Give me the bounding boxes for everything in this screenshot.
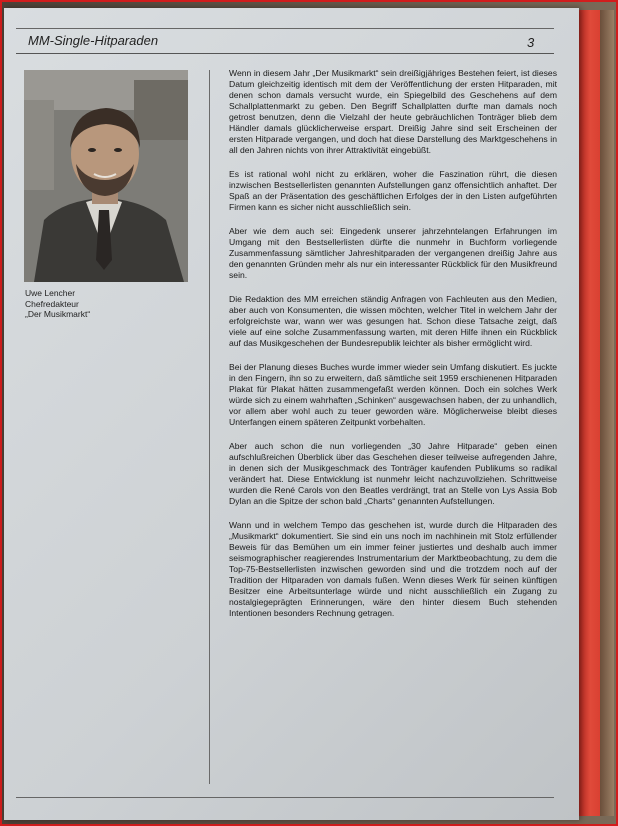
paragraph: Es ist rational wohl nicht zu erklären, woher die Faszination rührt, die diesen inzwischen Bestsellerlisten genannten Aufstellungen ganz offensichtlich anhaftet. Der Spaß an der Präsentation des geschäftlichen Erfolges der in den Listen aufgeführten Firmen kann es sicher nicht ausschließlich sein. — [229, 169, 557, 212]
bottom-rule — [16, 797, 554, 798]
caption-name: Uwe Lencher — [25, 288, 76, 298]
header-rule — [16, 53, 554, 54]
paragraph: Aber auch schon die nun vorliegenden „30 Jahre Hitparade“ geben einen aufschlußreichen Überblick über das Geschehen dieser teilweise aufregenden Jahre, in denen sich der Musikgeschmack des Tonträger kaufenden Publikums so radikal verändert hat. Diese Entwicklung ist nunmehr leicht nachzuvollziehen. Schrittweise wurden die René Carols von den Beatles verdrängt, trat an Stelle von Lys Assia Bob Dylan an die Spitze der schon bald „Charts“ genannten Aufstellungen. — [229, 441, 557, 506]
running-header-title: MM-Single-Hitparaden — [28, 33, 159, 48]
top-rule — [16, 28, 554, 29]
paragraph: Bei der Planung dieses Buches wurde immer wieder sein Umfang diskutiert. Es juckte in den Fingern, ihn so zu erweitern, daß sämtliche seit 1959 erschienenen Hitparaden Plakat für Plakat hätten zusammengefaßt werden können. Doch ein solches Werk würde sich zu einem wahrhaften „Schinken“ ausgewachsen haben, der zu unhandlich, vor allem aber wohl auch zu teuer geworden wäre. Möglicherweise bleibt dieses Unterfangen einem späteren Zeitpunkt vorbehalten. — [229, 362, 557, 427]
paragraph: Wenn in diesem Jahr „Der Musikmarkt“ sein dreißigjähriges Bestehen feiert, ist dieses Datum gleichzeitig identisch mit dem der Veröffentlichung der ersten Hitparaden, mit denen schon damals versucht wurde, ein Spiegelbild des Geschehens auf dem Schallplattenmarkt zu geben. Den Begriff Schallplatten durfte man damals noch getrost benutzen, denn die Vielzahl der heute gebräuchlichen Tonträger blieb dem Händler damals glücklicherweise erspart. Dreißig Jahre sind seit Erscheinen der ersten Hitparade vergangen, und doch hat diese Darstellung des Marktgeschehens in all den Jahren nichts von ihrer Attraktivität eingebüßt. — [229, 68, 557, 155]
page-number: 3 — [527, 35, 535, 50]
column-divider — [209, 70, 210, 784]
caption-role: Chefredakteur — [25, 298, 79, 309]
wood-edge — [600, 10, 614, 816]
paragraph: Aber wie dem auch sei: Eingedenk unserer jahrzehntelangen Erfahrungen im Umgang mit den Bestsellerlisten dürfte die nunmehr in Buchform vorliegende Zusammenfassung sämtlicher Jahreshitparaden der vergangenen dreißig Jahre aus den genannten Gründen mehr als nur ein interessanter Rückblick für den Musikfreund sein. — [229, 226, 557, 280]
paragraph: Die Redaktion des MM erreichen ständig Anfragen von Fachleuten aus den Medien, aber auch von Konsumenten, die wissen möchten, welcher Titel in welchem Jahr der erfolgreichste war, wann wer was gesungen hat. Schon diese Tatsache zeigt, daß viele auf eine solche Zusammenfassung warten, mit deren Hilfe ihnen ein Rückblick auf das Musikgeschehen der Bundesrepublik leichter als bisher ermöglicht wird. — [229, 294, 557, 348]
portrait-photo — [24, 70, 188, 282]
photo-caption — [25, 288, 195, 320]
article-body — [229, 68, 557, 632]
paragraph: Wann und in welchem Tempo das geschehen ist, wurde durch die Hitparaden des „Musikmarkt“ dokumentiert. Sie sind ein uns noch im nachhinein mit Stolz erfüllender Beweis für das Bemühen um ein immer feiner justiertes und deshalb auch immer seismographischer reagierendes Instrumentarium der Marktbeobachtung, zu dem die Top-75-Bestsellerlisten inzwischen geworden sind und die trotzdem noch auf der Tradition der Hitparaden von damals fußen. Wenn dieses Werk für seinen künftigen Besitzer eine Arbeitsunterlage würde und nicht ausschließlich ein Zugang zu nostalgiegeprägten Erinnerungen, wäre den hinter diesem Buch stehenden Intentionen besonders Rechnung getragen. — [229, 520, 557, 618]
caption-publication: „Der Musikmarkt“ — [25, 309, 91, 319]
portrait-illustration — [24, 70, 188, 282]
